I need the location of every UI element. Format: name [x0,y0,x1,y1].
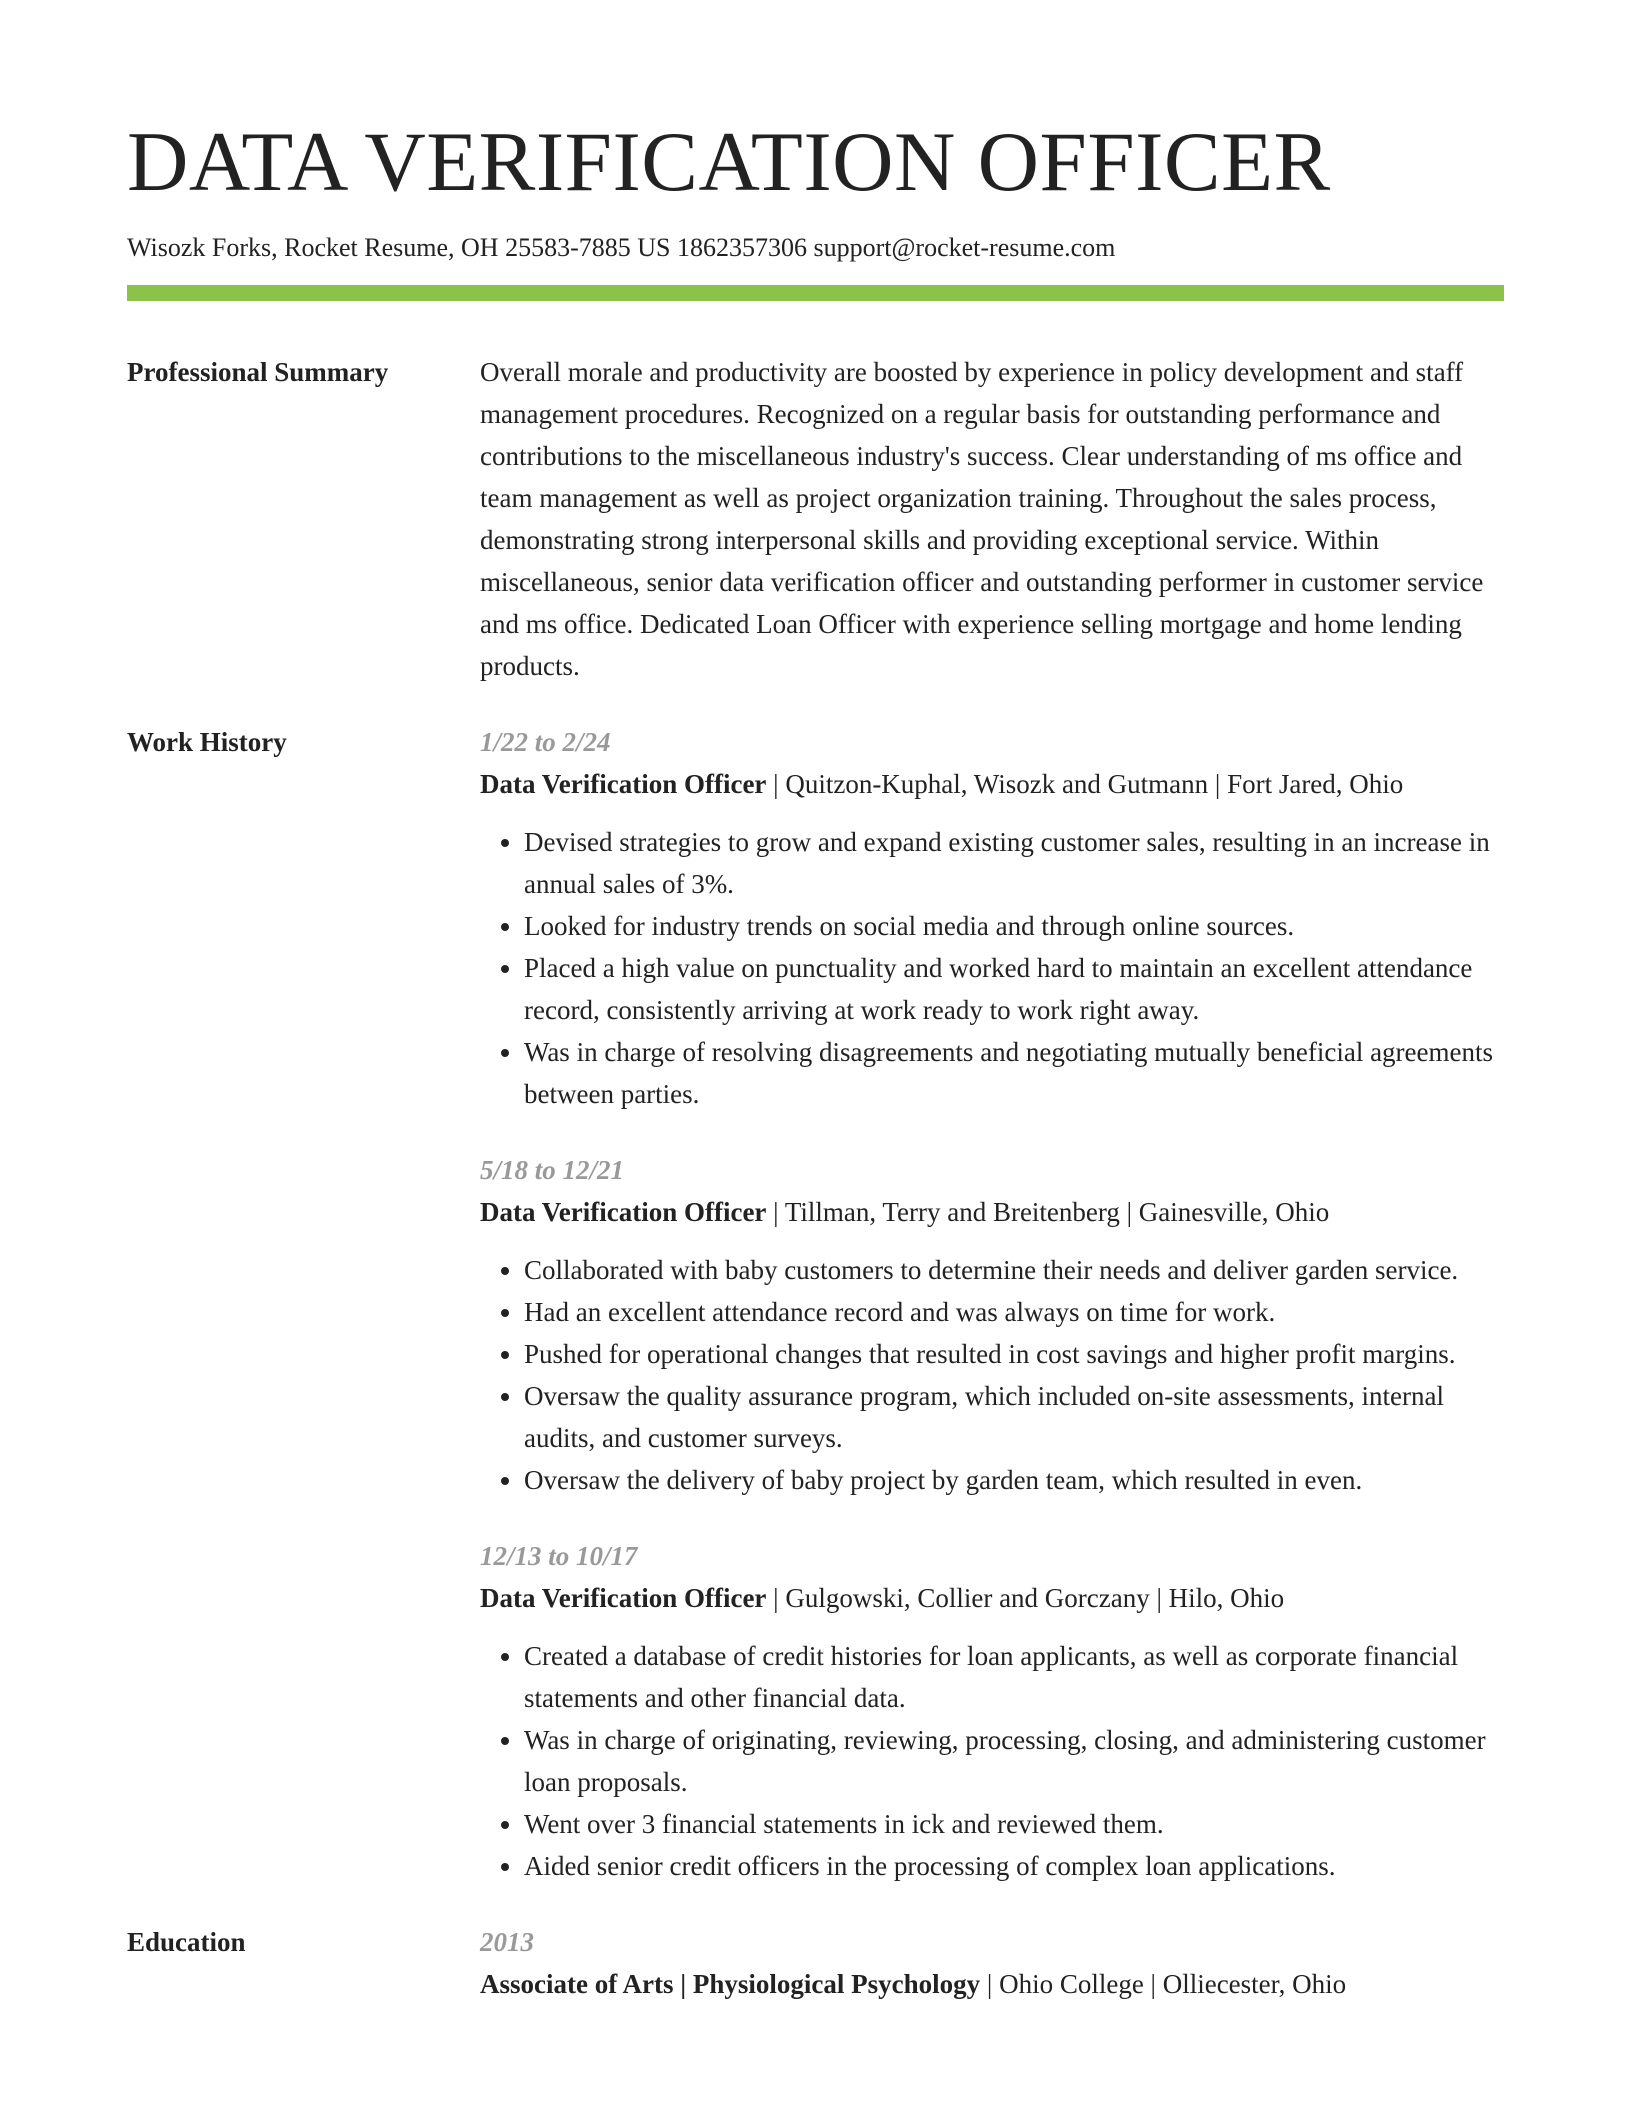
job-bullet: • Went over 3 financial statements in ick and reviewed them. [524,1803,1504,1845]
job-entry [480,721,1504,1115]
job-role-line [480,763,1504,805]
job-bullet: • Had an excellent attendance record and was always on time for work. [524,1291,1504,1333]
job-title: Data Verification Officer [480,768,767,799]
job-dates: 12/13 to 10/17 [480,1540,638,1571]
resume-page [127,115,1504,2005]
job-bullets [480,1249,1504,1501]
header-divider [127,285,1504,301]
education-year: 2013 [480,1926,534,1957]
job-bullet: • Was in charge of resolving disagreements and negotiating mutually beneficial agreements between parties. [524,1031,1504,1115]
education-details: | Ohio College | Olliecester, Ohio [980,1968,1347,1999]
section-label-work-history: Work History [127,726,287,757]
job-bullet: • Placed a high value on punctuality and worked hard to maintain an excellent attendance record, consistently arriving at work ready to work right away. [524,947,1504,1031]
job-entry [480,1535,1504,1887]
job-bullet: • Devised strategies to grow and expand existing customer sales, resulting in an increase in annual sales of 3%. [524,821,1504,905]
job-title: Data Verification Officer [480,1582,767,1613]
job-bullet: • Was in charge of originating, reviewing, processing, closing, and administering customer loan proposals. [524,1719,1504,1803]
education-section [127,1921,1504,2005]
job-details: | Gulgowski, Collier and Gorczany | Hilo, Ohio [766,1582,1285,1613]
job-bullet: • Pushed for operational changes that resulted in cost savings and higher profit margins. [524,1333,1504,1375]
job-title: Data Verification Officer [480,1196,767,1227]
job-bullet: • Looked for industry trends on social media and through online sources. [524,905,1504,947]
job-role-line [480,1577,1504,1619]
job-bullets [480,1635,1504,1887]
summary-section [127,351,1504,687]
job-entry [480,1149,1504,1501]
section-label-education: Education [127,1926,246,1957]
job-bullet: • Collaborated with baby customers to determine their needs and deliver garden service. [524,1249,1504,1291]
section-label-summary: Professional Summary [127,356,389,387]
job-bullet: • Created a database of credit histories for loan applicants, as well as corporate financial statements and other financial data. [524,1635,1504,1719]
job-role-line [480,1191,1504,1233]
summary-text: Overall morale and productivity are boosted by experience in policy development and staff management procedures. Recognized on a regular basis for outstanding performance and contributions to the miscellaneous industry's success. Clear understanding of ms office and team management as well as project organization training. Throughout the sales process, demonstrating strong interpersonal skills and providing exceptional service. Within miscellaneous, senior data verification officer and outstanding performer in customer service and ms office. Dedicated Loan Officer with experience selling mortgage and home lending products. [480,356,1484,681]
page-title: DATA VERIFICATION OFFICER [127,115,1331,209]
contact-line: Wisozk Forks, Rocket Resume, OH 25583-7885 US 1862357306 support@rocket-resume.com [127,233,1116,262]
job-details: | Tillman, Terry and Breitenberg | Gainesville, Ohio [766,1196,1330,1227]
job-bullet: • Oversaw the quality assurance program, which included on-site assessments, internal audits, and customer surveys. [524,1375,1504,1459]
work-history-body [480,721,1504,1887]
job-bullet: • Aided senior credit officers in the processing of complex loan applications. [524,1845,1504,1887]
education-body [480,1921,1504,2005]
education-degree: Associate of Arts | Physiological Psychology [480,1968,981,1999]
work-history-section [127,721,1504,1887]
job-details: | Quitzon-Kuphal, Wisozk and Gutmann | Fort Jared, Ohio [766,768,1404,799]
job-dates: 5/18 to 12/21 [480,1154,625,1185]
job-bullet: • Oversaw the delivery of baby project by garden team, which resulted in even. [524,1459,1504,1501]
education-line [480,1963,1504,2005]
job-dates: 1/22 to 2/24 [480,726,611,757]
summary-body [480,351,1504,687]
job-bullets [480,821,1504,1115]
